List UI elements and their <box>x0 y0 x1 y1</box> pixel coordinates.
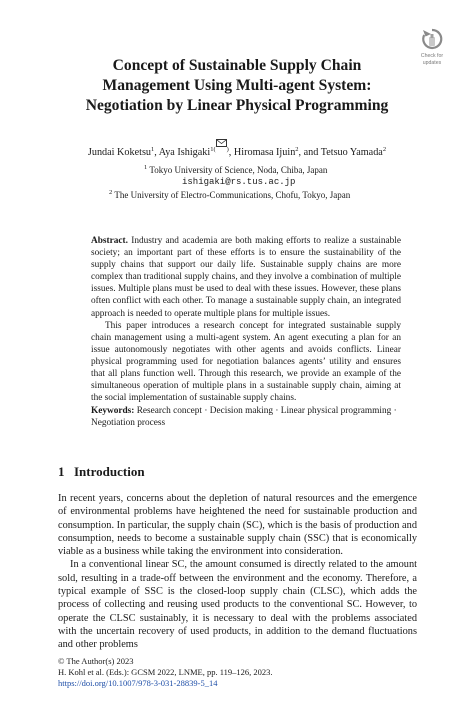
affiliation-2 <box>109 190 350 200</box>
copyright: © The Author(s) 2023 <box>58 656 134 666</box>
author-name: Aya Ishigaki <box>158 147 211 158</box>
author-affiliation-mark: 2 <box>382 146 387 153</box>
keywords-label: Keywords: <box>91 406 135 416</box>
abstract <box>91 235 401 404</box>
section-number: 1 <box>58 464 65 479</box>
section-title: Introduction <box>74 464 145 479</box>
title-line: Concept of Sustainable Supply Chain <box>112 57 362 74</box>
check-for-updates-icon <box>421 28 443 52</box>
keywords <box>91 405 401 429</box>
author-name: Jundai Koketsu <box>87 147 152 158</box>
author-name: Hiromasa Ijuin <box>233 147 296 158</box>
footer <box>58 656 273 690</box>
title-line: Negotiation by Linear Physical Programming <box>85 97 389 114</box>
abstract-paragraph: Industry and academia are both making efforts to realize a sustainable society; an important part of these efforts is to ensure the sustainability of the supply chains that support our daily life. Sustainable supply chains are more complex than traditional supply chains, and they involve a combination of multiple issues. Multiple plans must be used to deal with these issues. However, these plans often conflict with each other. To manage a sustainable supply chain, an integrated approach is needed to operate multiple plans for multiple issues. <box>91 236 402 319</box>
abstract-label: Abstract. <box>91 236 128 246</box>
body-text <box>58 492 417 652</box>
author-affiliation-mark: 2 <box>295 146 299 153</box>
envelope-icon[interactable] <box>216 139 227 147</box>
author-affiliation-mark: 1 <box>151 146 155 153</box>
affiliation-text: The University of Electro-Communications, Chofu, Tokyo, Japan <box>114 190 351 200</box>
author-affiliation-mark: 1 <box>210 146 214 153</box>
badge-line-1: Check for <box>420 53 444 59</box>
affiliation-number: 1 <box>144 164 148 171</box>
citation: H. Kohl et al. (Eds.): GCSM 2022, LNME, pp. 119–126, 2023. <box>58 667 273 678</box>
corresponding-email[interactable]: ishigaki@rs.tus.ac.jp <box>182 177 296 187</box>
affiliation-1 <box>144 165 327 175</box>
author-name: Tetsuo Yamada <box>320 147 383 158</box>
title-line: Management Using Multi-agent System: <box>102 77 372 94</box>
abstract-paragraph: This paper introduces a research concept for integrated sustainable supply chain management using a multi-agent system. An agent executing a plan for an issue autonomously negotiates with other agents and avoids conflicts. Linear physical programming used for negotiation balances agents’ utility and ensures that all plans function well. Through this research, we provide an example of the simultaneous operation of multiple plans in a sustainable supply chain, aiming at the social implementation of sustainable supply chains. <box>91 320 401 404</box>
author-separator: , <box>154 147 159 158</box>
author-separator: , and <box>298 147 321 158</box>
affiliation-number: 2 <box>109 189 113 196</box>
author-separator: , <box>228 147 234 158</box>
affiliation-text: Tokyo University of Science, Noda, Chiba, Japan <box>149 165 328 175</box>
section-heading <box>58 464 145 480</box>
body-paragraph: In recent years, concerns about the depletion of natural resources and the emergence of environmental problems have heightened the need for sustainable production and consumption. In particular, the supply chain (SC), which is the basis of production and consumption, needs to become a sustainable supply chain (SSC) that is economically viable as a business while taking the environment into consideration. <box>58 493 417 558</box>
paper-title <box>40 56 434 116</box>
keywords-text: Research concept · Decision making · Linear physical programming · Negotiation process <box>91 406 397 429</box>
badge-line-2: updates <box>422 60 442 66</box>
doi-link[interactable]: https://doi.org/10.1007/978-3-031-28839-5_14 <box>58 678 218 689</box>
body-paragraph: In a conventional linear SC, the amount consumed is directly related to the amount sold, resulting in a trade-off between the environment and the economy. Therefore, a typical example of SSC is the closed-loop supply chain (CLSC), which adds the process of collecting and reusing used products to the conventional SC. However, to operate the CLSC sustainably, it is necessary to deal with the problems associated with the uncertain recovery of used products, in addition to the demand fluctuations and other problems <box>58 559 417 651</box>
author-list: Jundai Koketsu$^1$, Aya Ishigaki$^{1( )}$, Hiromasa Ijuin$^2$, and Tetsuo Yamada$^2$ <box>20 139 454 158</box>
